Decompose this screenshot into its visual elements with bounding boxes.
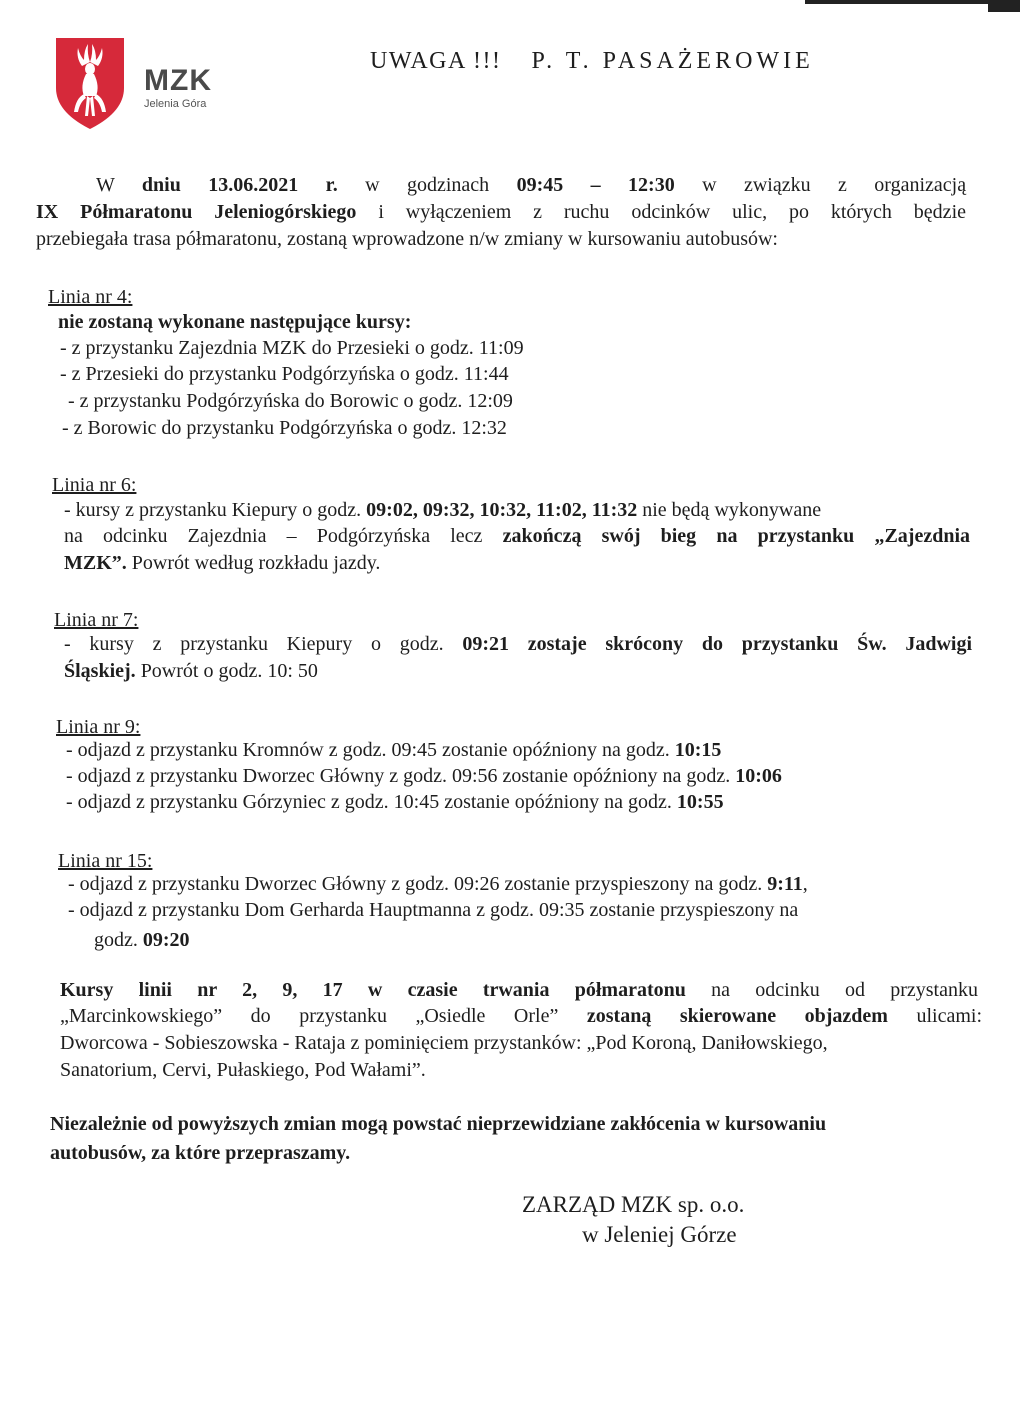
line15-item-time: 9:11	[767, 873, 803, 895]
line9-item-text: - odjazd z przystanku Dworzec Główny z godz. 09:56 zostanie opóźniony na godz.	[66, 765, 731, 787]
notice-line-1: Niezależnie od powyższych zmian mogą powstać nieprzewidziane zakłócenia w kursowaniu	[50, 1113, 827, 1135]
deer-shield-icon	[54, 36, 126, 131]
line15-title: Linia nr 15:	[58, 850, 153, 872]
intro-line-3: przebiegała trasa półmaratonu, zostaną wprowadzone n/w zmiany w kursowaniu autobusów:	[36, 228, 778, 250]
line4-item: - z przystanku Zajezdnia MZK do Przesieki o godz. 11:09	[60, 337, 524, 359]
line9-item-time: 10:55	[676, 791, 724, 813]
line6-b2: zakończą swój bieg na przystanku „Zajezdnia	[502, 525, 970, 547]
intro-r: r.	[325, 174, 338, 196]
logo-name: MZK	[144, 64, 212, 97]
line9-item-time: 10:15	[674, 739, 722, 761]
page-title	[370, 48, 814, 75]
detour-line-3: Dworcowa - Sobieszowska - Rataja z pominięciem przystanków: „Pod Koroną, Daniłowskiego,	[60, 1032, 828, 1054]
line6-b1: na odcinku Zajezdnia – Podgórzyńska lecz	[64, 525, 483, 547]
line6-line-3	[64, 550, 380, 576]
line6-a1: - kursy z przystanku Kiepury o godz.	[64, 499, 362, 521]
line7-a2: 09:21 zostaje skrócony do przystanku Św. Jadwigi	[462, 633, 973, 655]
notice-line-2: autobusów, za które przepraszamy.	[50, 1142, 351, 1164]
line9-item-time: 10:06	[735, 765, 782, 787]
mzk-logo	[54, 36, 234, 132]
signature-line-2: w Jeleniej Górze	[582, 1222, 737, 1247]
intro-line-1	[96, 172, 966, 198]
line15-comma: ,	[802, 873, 808, 895]
detour-l2b: zostaną skierowane objazdem	[586, 1005, 888, 1027]
line9-item-text: - odjazd z przystanku Kromnów z godz. 09:45 zostanie opóźniony na godz.	[66, 739, 670, 761]
line9-item	[66, 737, 721, 763]
intro-w: W	[96, 174, 115, 196]
line9-item-text: - odjazd z przystanku Górzyniec z godz. 10:45 zostanie opóźniony na godz.	[66, 791, 672, 813]
detour-line-2	[60, 1003, 982, 1029]
signature-line-1: ZARZĄD MZK sp. o.o.	[522, 1192, 745, 1217]
intro-time-to: 12:30	[628, 174, 675, 196]
detour-l1: na odcinku od przystanku	[711, 979, 978, 1001]
line7-b1: Śląskiej.	[64, 660, 136, 682]
line4-item: - z Borowic do przystanku Podgórzyńska o godz. 12:32	[62, 417, 507, 439]
line15-item-text: - odjazd z przystanku Dworzec Główny z godz. 09:26 zostanie przyspieszony na godz.	[68, 873, 763, 895]
line15-item-cont	[94, 927, 190, 953]
title-warning: UWAGA !!!	[370, 48, 502, 74]
line6-a2: nie będą wykonywane	[642, 499, 822, 521]
line7-line-1	[64, 631, 972, 657]
line15-godz: godz.	[94, 929, 138, 951]
intro-line2-rest: i wyłączeniem z ruchu odcinków ulic, po których będzie	[378, 201, 966, 223]
intro-time-from: 09:45	[516, 174, 564, 196]
line7-a1: - kursy z przystanku Kiepury o godz.	[64, 633, 444, 655]
detour-line-4: Sanatorium, Cervi, Pułaskiego, Pod Wałami”.	[60, 1059, 426, 1081]
logo-city: Jelenia Góra	[144, 98, 207, 110]
intro-dniu: dniu	[141, 174, 181, 196]
intro-date: 13.06.2021	[208, 174, 299, 196]
line15-item	[68, 871, 808, 897]
line7-title: Linia nr 7:	[54, 609, 139, 631]
intro-w-zwiazku: w związku z organizacją	[702, 174, 967, 196]
line6-c2: Powrót według rozkładu jazdy.	[131, 552, 381, 574]
intro-line-2	[36, 199, 966, 225]
scan-edge-mark	[988, 0, 1020, 12]
line15-item-time: 09:20	[142, 929, 190, 951]
line6-line-2	[64, 523, 970, 549]
line15-item: - odjazd z przystanku Dom Gerharda Hauptmanna z godz. 09:35 zostanie przyspieszony na	[68, 899, 799, 921]
detour-line-1	[60, 977, 978, 1003]
intro-dash: –	[590, 174, 601, 196]
line4-title: Linia nr 4:	[48, 286, 133, 308]
line6-title: Linia nr 6:	[52, 474, 137, 496]
line9-item	[66, 789, 724, 815]
line6-times: 09:02, 09:32, 10:32, 11:02, 11:32	[366, 499, 638, 521]
line6-line-1	[64, 497, 821, 523]
detour-l2c: ulicami:	[916, 1005, 983, 1027]
line6-c1: MZK”.	[64, 552, 127, 574]
line7-line-2	[64, 658, 318, 684]
detour-bold: Kursy linii nr 2, 9, 17 w czasie trwania półmaratonu	[60, 979, 686, 1001]
intro-event: IX Półmaratonu Jeleniogórskiego	[36, 201, 357, 223]
line4-item: - z przystanku Podgórzyńska do Borowic o godz. 12:09	[68, 390, 513, 412]
intro-godzinach: w godzinach	[365, 174, 490, 196]
title-passengers: P. T. PASAŻEROWIE	[531, 48, 814, 74]
detour-l2a: „Marcinkowskiego” do przystanku „Osiedle Orle”	[60, 1005, 559, 1027]
line9-title: Linia nr 9:	[56, 716, 141, 738]
line4-item: - z Przesieki do przystanku Podgórzyńska o godz. 11:44	[60, 363, 509, 385]
line7-b2: Powrót o godz. 10: 50	[140, 660, 318, 682]
line4-subtitle: nie zostaną wykonane następujące kursy:	[58, 311, 412, 333]
line9-item	[66, 763, 782, 789]
